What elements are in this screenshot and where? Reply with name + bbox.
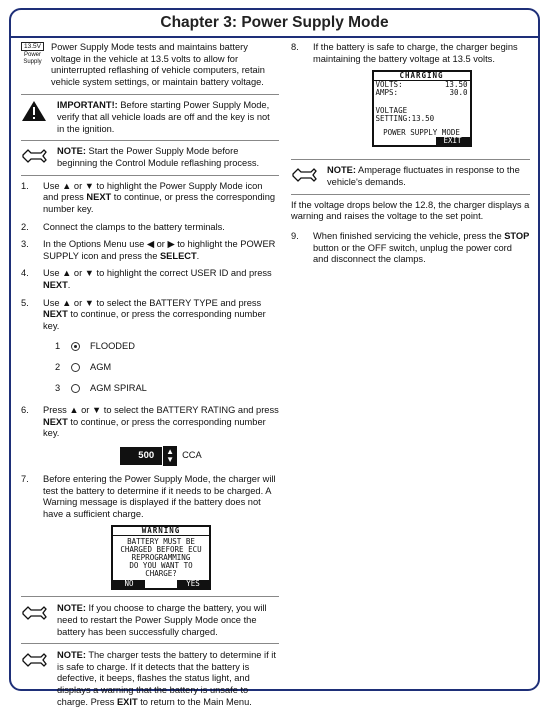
option-label: FLOODED (90, 340, 135, 351)
wrench-icon (21, 603, 49, 627)
step-number: 9. (291, 230, 299, 241)
note-restart-block (21, 596, 279, 708)
step-text: to continue, or press the corresponding number key. (43, 416, 266, 439)
screen-line: REPROGRAMMING (131, 553, 191, 563)
step-text: Connect the clamps to the battery terminals. (43, 221, 225, 232)
step-number: 2. (21, 221, 29, 232)
note-restart-callout (21, 603, 279, 638)
option-number: 1 (55, 340, 61, 351)
volts-value: 13.50 (444, 80, 468, 90)
steps-list (291, 42, 530, 147)
up-down-arrows-icon[interactable]: ▲ ▼ (162, 446, 177, 466)
wrench-icon (21, 650, 49, 674)
divider (21, 94, 279, 95)
amps-row (374, 89, 470, 97)
chapter-title: Chapter 3: Power Supply Mode (160, 14, 389, 31)
important-text: Before starting Power Supply Mode, verify that all vehicle loads are off and the key is not in the ignition. (57, 100, 270, 134)
screen-line: CHARGE? (145, 569, 177, 579)
rating-value[interactable]: 500 (120, 447, 162, 465)
volts-label: VOLTS: (375, 80, 403, 90)
step-item (21, 268, 279, 291)
step-text: to continue, or press the corresponding number key. (43, 192, 276, 214)
step-number: 1. (21, 180, 29, 191)
option-number: 2 (55, 361, 61, 372)
step-text: Use ▲ or ▼ to highlight the Power Supply Mode icon and press (43, 180, 263, 203)
setting-row (374, 107, 470, 123)
step-item (21, 222, 279, 234)
charging-screen-header: CHARGING (374, 72, 470, 81)
divider (21, 140, 279, 141)
mode-label: POWER SUPPLY MODE (383, 128, 460, 138)
step-item (291, 42, 530, 147)
step-text: button or the OFF switch, unplug the power cord and disconnect the clamps. (313, 242, 512, 265)
radio-icon[interactable] (71, 363, 80, 372)
yes-button[interactable]: YES (186, 579, 200, 589)
rating-unit: CCA (182, 450, 202, 461)
intro-block (21, 42, 279, 88)
screen-line: DO YOU WANT TO (129, 561, 193, 571)
wrench-icon (21, 146, 49, 170)
step-text: Use ▲ or ▼ to highlight the correct USER ID and press (43, 268, 272, 279)
divider (21, 175, 279, 176)
step-item (21, 405, 279, 466)
step-number: 6. (21, 405, 29, 416)
power-supply-icon-label: Power Supply (23, 52, 42, 65)
screen-line: CHARGED BEFORE ECU (120, 545, 202, 555)
amps-value: 30.0 (449, 88, 468, 98)
note-label: NOTE: (57, 146, 86, 157)
voltage-drop-text: If the voltage drops below the 12.8, the charger displays a warning and raises the voltage to the set point. (291, 199, 530, 222)
note-key: EXIT (116, 696, 138, 707)
divider (21, 643, 279, 644)
amps-label: AMPS: (375, 88, 399, 98)
option-label: AGM (90, 361, 112, 372)
divider (291, 194, 530, 195)
power-supply-icon-voltage: 13.5V (21, 42, 44, 51)
important-label: IMPORTANT!: (57, 100, 118, 111)
step-number: 3. (21, 239, 29, 250)
step-text: When finished servicing the vehicle, press the (313, 230, 505, 241)
warning-screen-header: WARNING (113, 527, 209, 536)
step-number: 5. (21, 297, 29, 308)
battery-type-option[interactable] (55, 357, 279, 378)
note-tests-callout (21, 650, 279, 708)
battery-type-options (55, 336, 279, 399)
step-number: 4. (21, 268, 29, 279)
step-text: In the Options Menu use ◀ or ▶ to highlight the POWER SUPPLY icon and press the (43, 239, 276, 261)
option-label: AGM SPIRAL (90, 382, 147, 393)
radio-icon[interactable] (71, 384, 80, 393)
step-text: Before entering the Power Supply Mode, the charger will test the battery to determine if it needs to be charged. A Warning message is displayed if the battery does not have a sufficient charge. (43, 474, 276, 519)
wrench-icon (291, 165, 319, 189)
step-text: . (196, 250, 200, 261)
warning-screen-buttons (113, 580, 209, 588)
step-number: 8. (291, 42, 299, 52)
step-item (21, 181, 279, 216)
step-key: SELECT (159, 250, 197, 261)
exit-button[interactable]: EXIT (436, 137, 470, 145)
right-column (291, 42, 530, 272)
warning-icon (21, 100, 49, 126)
note-label: NOTE: (57, 650, 86, 661)
page-frame (9, 8, 540, 707)
warning-screen (111, 525, 211, 590)
step-text: Use ▲ or ▼ to select the BATTERY TYPE and press (43, 297, 262, 308)
note-label: NOTE: (327, 165, 356, 176)
steps-list (21, 181, 279, 591)
no-button[interactable]: NO (124, 579, 134, 589)
left-column (21, 42, 279, 708)
note-text: Start the Power Supply Mode before beginning the Control Module reflashing process. (57, 146, 260, 168)
note-text: The charger tests the battery to determine if it is safe to charge. If it detects that the battery is defective, it beeps, flashes the status light, and displays a warning that the battery is unsafe to charge. Press (57, 650, 276, 707)
note-start-callout (21, 146, 279, 170)
voltage-setting: VOLTAGE SETTING:13.50 (375, 106, 435, 124)
step-item (21, 298, 279, 400)
note-text: Amperage fluctuates in response to the vehicle's demands. (327, 165, 520, 187)
step-key: NEXT (43, 279, 68, 290)
battery-type-option[interactable] (55, 378, 279, 399)
steps-list (291, 231, 530, 266)
button-spacer (145, 580, 177, 588)
radio-selected-icon[interactable] (71, 342, 80, 351)
step-text: Press ▲ or ▼ to select the BATTERY RATING and press (43, 405, 279, 416)
screen-line: BATTERY MUST BE (127, 537, 195, 547)
step-text: . (67, 279, 71, 290)
charging-screen (372, 70, 472, 147)
note-label: NOTE: (57, 603, 86, 614)
divider (21, 596, 279, 597)
battery-rating-stepper[interactable] (43, 446, 279, 466)
title-divider (11, 36, 538, 38)
step-key: NEXT (86, 192, 112, 203)
warning-screen-body (113, 536, 209, 580)
option-number: 3 (55, 382, 61, 393)
power-supply-icon (21, 42, 44, 88)
step-item (21, 239, 279, 262)
step-text: If the battery is safe to charge, the charger begins maintaining the battery voltage at 13.5 volts. (313, 42, 518, 64)
step-number: 7. (21, 474, 29, 485)
note-text: to return to the Main Menu. (137, 696, 252, 707)
step-item (21, 474, 279, 590)
step-item (291, 231, 530, 266)
step-key: STOP (504, 230, 530, 241)
step-key: NEXT (43, 309, 68, 320)
important-callout (21, 100, 279, 135)
step-key: NEXT (43, 416, 68, 427)
divider (291, 159, 530, 160)
note-text: If you choose to charge the battery, you will need to restart the Power Supply Mode once the battery has been successfully charged. (57, 603, 267, 637)
battery-type-option[interactable] (55, 336, 279, 357)
intro-text: Power Supply Mode tests and maintains battery voltage in the vehicle at 13.5 volts to allow for uninterrupted reflashing of vehicle computers, retain vehicle system settings, or maintain battery voltage. (51, 42, 265, 87)
step-text: to continue, or press the corresponding number key. (43, 309, 266, 331)
note-amperage-callout (291, 165, 530, 189)
